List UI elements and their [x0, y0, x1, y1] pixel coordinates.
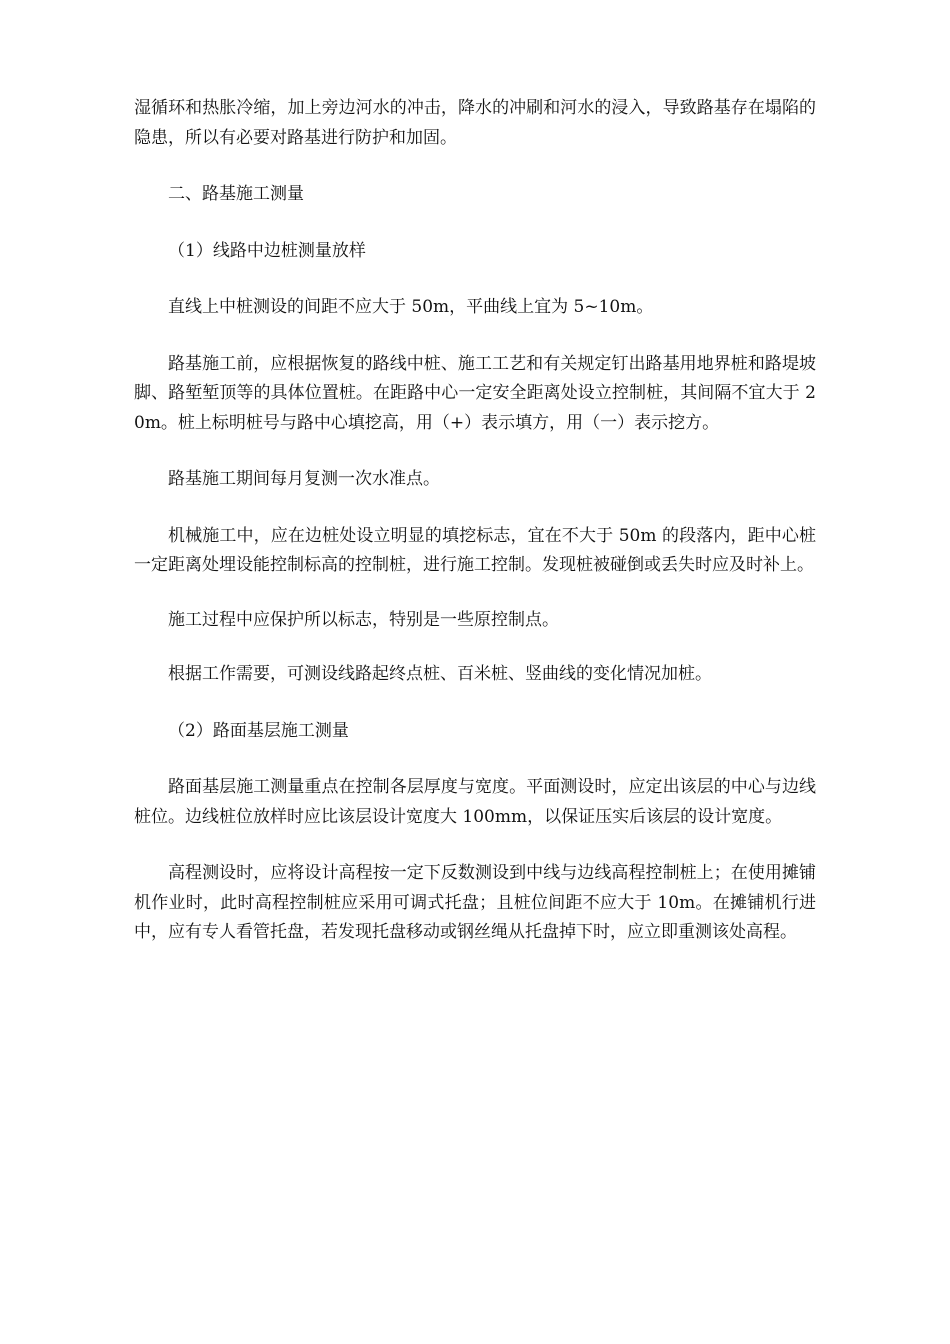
paragraph: 施工过程中应保护所以标志，特别是一些原控制点。: [168, 609, 559, 630]
paragraph: 直线上中桩测设的间距不应大于 50m，平曲线上宜为 5~10m。: [168, 297, 654, 317]
paragraph: 机械施工中，应在边桩处设立明显的填挖标志，宜在不大于 50m 的段落内，距中心桩一定距离处埋设能控制标高的控制桩，进行施工控制。发现桩被碰倒或丢失时应及时补上。: [134, 525, 816, 575]
paragraph: 路面基层施工测量重点在控制各层厚度与宽度。平面测设时，应定出该层的中心与边线桩位。边线桩位放样时应比该层设计宽度大 100mm，以保证压实后该层的设计宽度。: [134, 777, 816, 827]
document-body: [134, 94, 816, 948]
section-heading: 二、路基施工测量: [168, 184, 304, 204]
paragraph: 路基施工期间每月复测一次水准点。: [168, 469, 440, 489]
subsection-heading: （2）路面基层施工测量: [168, 720, 349, 741]
paragraph: 高程测设时，应将设计高程按一定下反数测设到中线与边线高程控制桩上；在使用摊铺机作业时，此时高程控制桩应采用可调式托盘；且桩位间距不应大于 10m。在摊铺机行进中，应有专人看管托盘，若发现托盘移动或钢丝绳从托盘掉下时，应立即重测该处高程。: [134, 863, 816, 942]
subsection-heading: （1）线路中边桩测量放样: [168, 240, 366, 261]
paragraph: 根据工作需要，可测设线路起终点桩、百米桩、竖曲线的变化情况加桩。: [168, 664, 712, 684]
paragraph-continuation: 湿循环和热胀冷缩，加上旁边河水的冲击，降水的冲刷和河水的浸入，导致路基存在塌陷的隐患，所以有必要对路基进行防护和加固。: [134, 98, 816, 148]
paragraph: 路基施工前，应根据恢复的路线中桩、施工工艺和有关规定钉出路基用地界桩和路堤坡脚、路堑堑顶等的具体位置桩。在距路中心一定安全距离处设立控制桩，其间隔不宜大于 20m。桩上标明桩号与路中心填挖高，用（+）表示填方，用（一）表示挖方。: [134, 353, 816, 433]
